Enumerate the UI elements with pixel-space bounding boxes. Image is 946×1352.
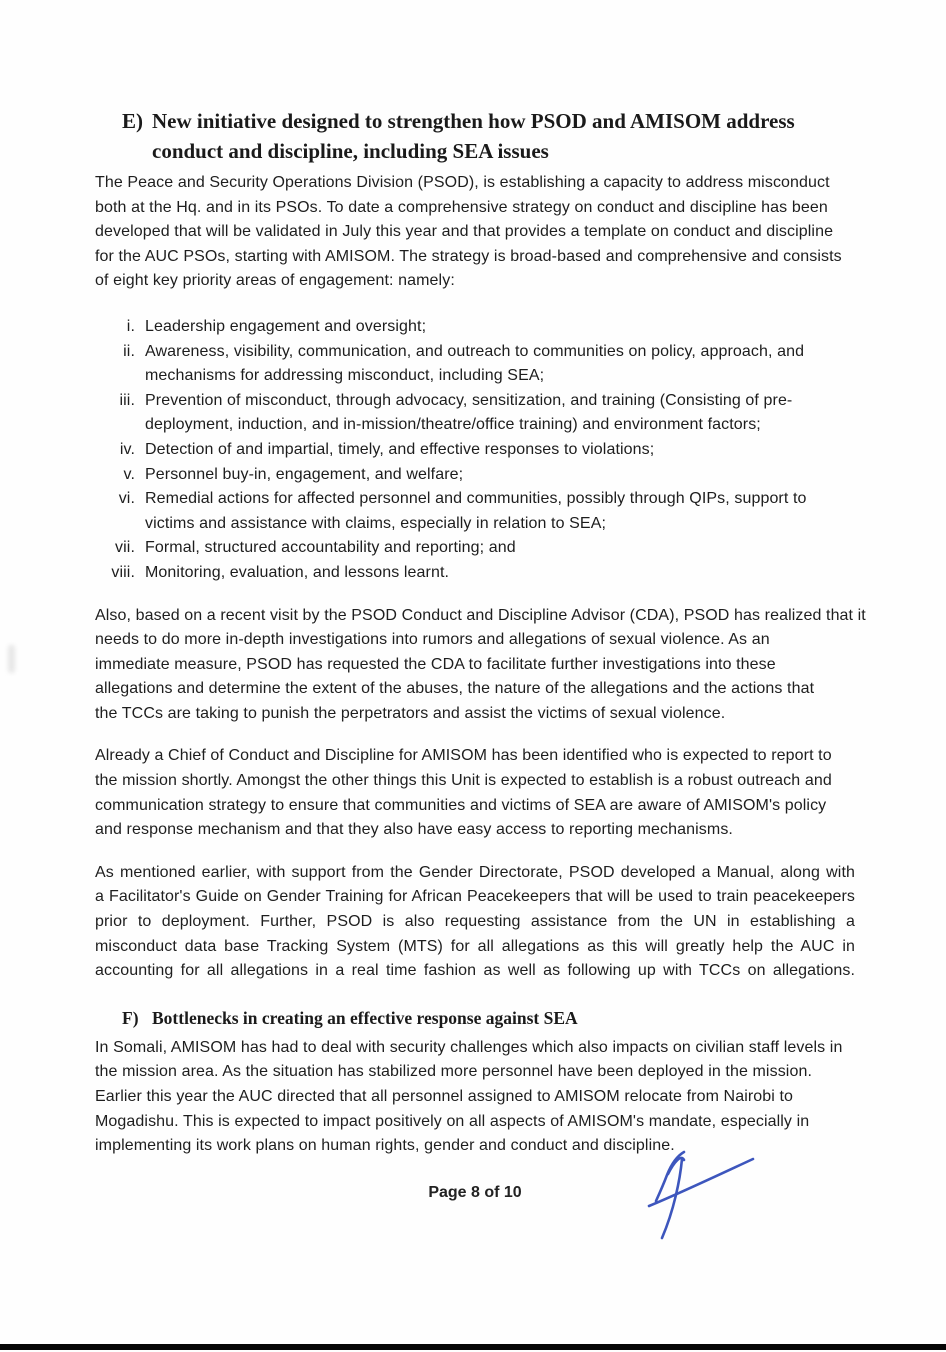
list-item [95,340,855,389]
document-content [95,106,866,1202]
list-item-text: Remedial actions for affected personnel and communities, possibly through QIPs, support to victims and assistance with claims, especially in relation to SEA; [145,490,807,532]
list-item-numeral: iv. [119,440,135,458]
list-item-numeral: iii. [119,391,135,409]
section-heading-e [95,106,855,166]
list-item [95,536,855,561]
list-item-text: Leadership engagement and oversight; [145,317,427,335]
section-heading-e-label: E) [122,109,143,133]
paragraph-chief-conduct: Already a Chief of Conduct and Discipline for AMISOM has been identified who is expected to report to the mission shortly. Amongst the other things this Unit is expected to establish is a robust outreach and communication strategy to ensure that communities and victims of SEA are aware of AMISOM's policy and response mechanism and that they also have easy access to reporting mechanisms. [95,747,832,839]
list-item [95,315,855,340]
list-item-numeral: i. [126,317,135,335]
list-item [95,463,855,488]
section-heading-f-label: F) [122,1007,139,1028]
paragraph-gender-manual: As mentioned earlier, with support from the Gender Directorate, PSOD developed a Manual, along with a Facilitator's Guide on Gender Training for African Peacekeepers that will be used to train peacekeepers prior to deployment. Further, PSOD is also requesting assistance from the UN in establishing a misconduct data base Tracking System (MTS) for all allegations as this will greatly help the AUC in accounting for all allegations in a real time fashion as well as following up with TCCs on allegations. [95,863,855,980]
list-item-text: Monitoring, evaluation, and lessons learnt. [145,563,450,581]
list-item-text: Prevention of misconduct, through advocacy, sensitization, and training (Consisting of pre- deployment, induction, and in-mission/theatre/office training) and environment factors; [145,391,793,434]
list-item-text: Detection of and impartial, timely, and effective responses to violations; [145,440,655,458]
list-item-text: Formal, structured accountability and reporting; and [145,539,516,557]
list-item-text: Personnel buy-in, engagement, and welfare; [145,465,464,483]
list-item [95,487,855,536]
paragraph-cda-visit: Also, based on a recent visit by the PSOD Conduct and Discipline Advisor (CDA), PSOD has realized that it needs to do more in-depth investigations into rumors and allegations of sexual violence. As an immediate measure, PSOD has requested the CDA to facilitate further investigations into these allegations and determine the extent of the abuses, the nature of the allegations and the actions that the TCCs are taking to punish the perpetrators and assist the victims of sexual violence. [95,606,866,722]
scan-smudge [8,645,15,673]
list-item-numeral: ii. [123,342,135,360]
page-number: Page 8 of 10 [428,1183,522,1201]
section-heading-f [95,1005,855,1031]
list-item-numeral: vi. [118,490,135,508]
list-item-text: Awareness, visibility, communication, and outreach to communities on policy, approach, and mechanisms for addressing misconduct, including SEA; [145,342,805,385]
section-heading-f-text: Bottlenecks in creating an effective response against SEA [152,1007,578,1028]
list-item [95,389,855,438]
priority-areas-list [95,315,855,586]
list-item [95,561,855,586]
list-item-numeral: v. [123,465,135,483]
paragraph-bottlenecks: In Somali, AMISOM has had to deal with security challenges which also impacts on civilian staff levels in the mission area. As the situation has stabilized more personnel have been deployed in the mission. Earlier this year the AUC directed that all personnel assigned to AMISOM relocate from Nairobi to Mogadishu. This is expected to impact positively on all aspects of AMISOM's mandate, especially in implementing its work plans on human rights, gender and conduct and discipline. [95,1038,843,1155]
paragraph-psod-capacity: The Peace and Security Operations Division (PSOD), is establishing a capacity to address misconduct both at the Hq. and in its PSOs. To date a comprehensive strategy on conduct and discipline has been developed that will be validated in July this year and that provides a template on conduct and discipline for the AUC PSOs, starting with AMISOM. The strategy is broad-based and comprehensive and consists of eight key priority areas of engagement: namely: [95,174,842,290]
scan-artifact-bar [0,1344,946,1350]
list-item-numeral: vii. [115,539,135,557]
list-item-numeral: viii. [111,563,135,581]
section-heading-e-text: New initiative designed to strengthen how PSOD and AMISOM address conduct and discipline, including SEA issues [152,109,795,163]
list-item [95,438,855,463]
